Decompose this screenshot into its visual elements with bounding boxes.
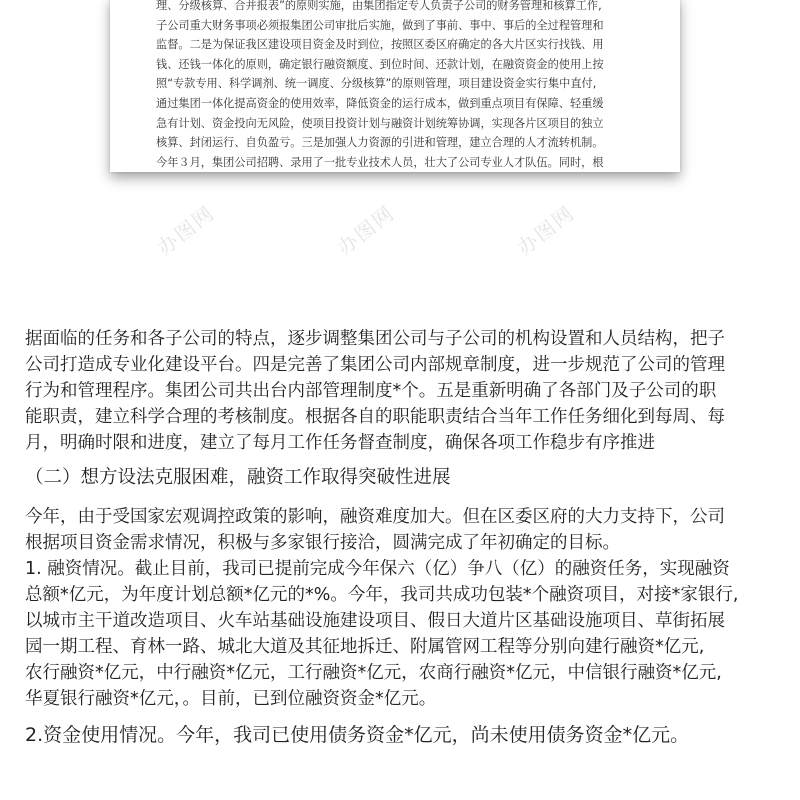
excerpt-line: 照“专款专用、科学调剂、统一调度、分级核算”的原则管理，项目建设资金实行集中直付,: [156, 77, 597, 91]
paragraph: [25, 556, 777, 712]
text-line: 能职责，建立科学合理的考核制度。根据各自的职能职责结合当年工作任务细化到每周、每: [25, 407, 725, 427]
paragraph: [25, 326, 777, 456]
excerpt-line: 核算、封闭运行、自负盈亏。三是加强人力资源的引进和管理，建立合理的人才流转机制。: [156, 136, 604, 150]
text-line: 据面临的任务和各子公司的特点，逐步调整集团公司与子公司的机构设置和人员结构，把子: [25, 329, 725, 349]
paragraph: [25, 504, 777, 556]
excerpt-line: 今年３月，集团公司招聘、录用了一批专业技术人员，壮大了公司专业人才队伍。同时，根: [156, 155, 604, 169]
text-line: 1. 融资情况。截止目前，我司已提前完成今年保六（亿）争八（亿）的融资任务，实现融资: [25, 559, 730, 579]
excerpt-line: 子公司重大财务事项必须报集团公司审批后实施，做到了事前、事中、事后的全过程管理和: [156, 18, 604, 32]
text-line: 今年，由于受国家宏观调控政策的影响，融资难度加大。但在区委区府的大力支持下，公司: [25, 507, 725, 527]
document-body: [25, 326, 777, 750]
text-line: 公司打造成专业化建设平台。四是完善了集团公司内部规章制度，进一步规范了公司的管理: [25, 355, 725, 375]
text-line: 园一期工程、育林一路、城北大道及其征地拆迁、附属管网工程等分别向建行融资*亿元,: [25, 637, 705, 657]
text-line: 根据项目资金需求情况，积极与多家银行接洽，圆满完成了年初确定的目标。: [25, 533, 620, 553]
paragraph: [25, 720, 777, 750]
excerpt-line: 钱、还钱一体化的原则，确定银行融资额度、到位时间、还款计划，在融资资金的使用上按: [156, 57, 604, 71]
document-excerpt-image: [110, 0, 680, 172]
excerpt-area: [0, 0, 800, 300]
watermark: 办图网: [512, 200, 580, 261]
text-line: 总额*亿元，为年度计划总额*亿元的*%。今年，我司共成功包装*个融资项目，对接*家银行,: [25, 585, 739, 605]
text-line: 月，明确时限和进度，建立了每月工作任务督查制度，确保各项工作稳步有序推进: [25, 433, 655, 453]
text-line: 2.资金使用情况。今年，我司已使用债务资金*亿元，尚未使用债务资金*亿元。: [25, 724, 690, 746]
watermark: 办图网: [152, 200, 220, 261]
watermark: 办图网: [332, 200, 400, 261]
text-line: 行为和管理程序。集团公司共出台内部管理制度*个。五是重新明确了各部门及子公司的职: [25, 381, 717, 401]
text-line: 华夏银行融资*亿元，。目前，已到位融资资金*亿元。: [25, 689, 437, 709]
text-line: 以城市主干道改造项目、火车站基础设施建设项目、假日大道片区基础设施项目、草街拓展: [25, 611, 725, 631]
excerpt-line: 理、分级核算、合并报表”的原则实施，由集团指定专人负责子公司的财务管理和核算工作,: [156, 0, 602, 12]
section-heading: （二）想方设法克服困难，融资工作取得突破性进展: [25, 467, 451, 488]
excerpt-line: 通过集团一体化提高资金的使用效率，降低资金的运行成本，做到重点项目有保障、轻重缓: [156, 96, 604, 110]
excerpt-line: 急有计划、资金投向无风险，使项目投资计划与融资计划统筹协调，实现各片区项目的独立: [156, 116, 604, 130]
text-line: 农行融资*亿元，中行融资*亿元，工行融资*亿元，农商行融资*亿元，中信银行融资*亿元,: [25, 663, 722, 683]
excerpt-text: [156, 0, 656, 172]
excerpt-line: 监督。二是为保证我区建设项目资金及时到位，按照区委区府确定的各大片区实行找钱、用: [156, 38, 604, 52]
